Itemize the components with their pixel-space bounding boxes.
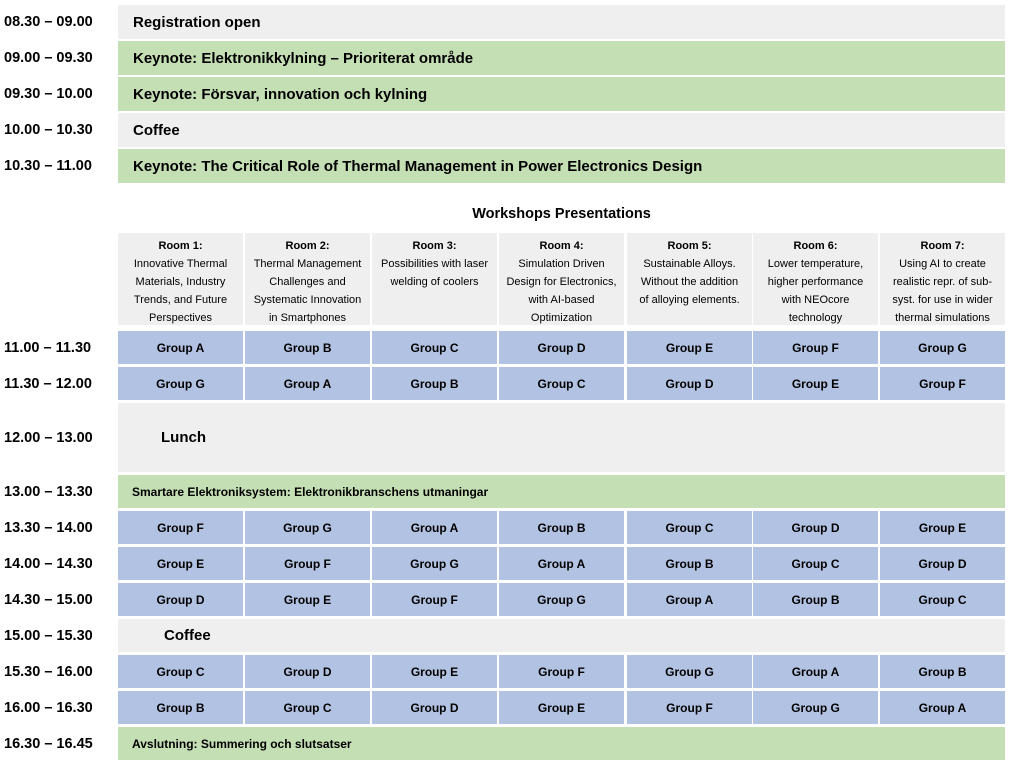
- group-cell: Group F: [627, 691, 752, 724]
- agenda-item: Registration open: [118, 5, 1005, 39]
- group-cell: Group F: [118, 511, 243, 544]
- break-item: Lunch: [118, 403, 1005, 472]
- time-slot: 12.00 – 13.00: [4, 429, 93, 446]
- room-header: [880, 233, 1005, 325]
- group-cell: Group E: [118, 547, 243, 580]
- group-cell: Group A: [372, 511, 497, 544]
- room-header: [245, 233, 370, 325]
- group-cell: Group D: [245, 655, 370, 688]
- room-title: Room 6:: [793, 240, 838, 252]
- group-cell: Group G: [753, 691, 878, 724]
- group-cell: Group B: [753, 583, 878, 616]
- room-header: [499, 233, 624, 325]
- group-cell: Group G: [499, 583, 624, 616]
- group-cell: Group G: [245, 511, 370, 544]
- time-slot: 11.30 – 12.00: [4, 375, 92, 392]
- agenda-item: Keynote: The Critical Role of Thermal Management in Power Electronics Design: [118, 149, 1005, 183]
- group-cell: Group F: [499, 655, 624, 688]
- room-title: Room 2:: [285, 240, 330, 252]
- group-cell: Group A: [118, 331, 243, 364]
- group-cell: Group D: [372, 691, 497, 724]
- time-slot: 15.00 – 15.30: [4, 627, 93, 644]
- group-cell: Group A: [499, 547, 624, 580]
- room-description: Thermal Management Challenges and Systematic Innovation in Smartphones: [253, 258, 362, 324]
- room-title: Room 1:: [158, 240, 203, 252]
- session-item: Avslutning: Summering och slutsatser: [118, 727, 1005, 760]
- group-cell: Group F: [372, 583, 497, 616]
- room-description: Simulation Driven Design for Electronics, with AI-based Optimization: [506, 258, 617, 324]
- room-description: Lower temperature, higher performance with NEOcore technology: [767, 258, 864, 324]
- group-cell: Group C: [372, 331, 497, 364]
- time-slot: 15.30 – 16.00: [4, 663, 93, 680]
- group-cell: Group E: [372, 655, 497, 688]
- group-cell: Group A: [627, 583, 752, 616]
- time-slot: 14.30 – 15.00: [4, 591, 93, 608]
- group-cell: Group A: [245, 367, 370, 400]
- group-cell: Group B: [499, 511, 624, 544]
- group-cell: Group B: [118, 691, 243, 724]
- time-slot: 11.00 – 11.30: [4, 339, 92, 356]
- time-slot: 09.30 – 10.00: [4, 86, 93, 102]
- time-slot: 13.00 – 13.30: [4, 483, 93, 500]
- room-title: Room 7:: [920, 240, 965, 252]
- group-cell: Group F: [245, 547, 370, 580]
- room-title: Room 3:: [412, 240, 457, 252]
- room-header: [372, 233, 497, 325]
- room-description: Innovative Thermal Materials, Industry Trends, and Future Perspectives: [133, 258, 228, 324]
- group-cell: Group F: [880, 367, 1005, 400]
- time-slot: 10.00 – 10.30: [4, 122, 93, 138]
- room-header: [118, 233, 243, 325]
- agenda-item: Coffee: [118, 113, 1005, 147]
- time-slot: 10.30 – 11.00: [4, 158, 92, 174]
- group-cell: Group E: [627, 331, 752, 364]
- group-cell: Group D: [627, 367, 752, 400]
- group-cell: Group B: [245, 331, 370, 364]
- group-cell: Group C: [880, 583, 1005, 616]
- room-description: Sustainable Alloys. Without the addition of alloying elements.: [639, 258, 740, 306]
- group-cell: Group C: [627, 511, 752, 544]
- group-cell: Group B: [372, 367, 497, 400]
- group-cell: Group D: [499, 331, 624, 364]
- group-cell: Group G: [372, 547, 497, 580]
- group-cell: Group C: [118, 655, 243, 688]
- session-item: Smartare Elektroniksystem: Elektronikbranschens utmaningar: [118, 475, 1005, 508]
- group-cell: Group E: [753, 367, 878, 400]
- room-description: Using AI to create realistic repr. of sub- syst. for use in wider thermal simulations: [892, 258, 993, 324]
- group-cell: Group E: [499, 691, 624, 724]
- group-cell: Group G: [118, 367, 243, 400]
- group-cell: Group D: [880, 547, 1005, 580]
- room-description: Possibilities with laser welding of coolers: [381, 258, 488, 288]
- group-cell: Group B: [880, 655, 1005, 688]
- agenda-item: Keynote: Försvar, innovation och kylning: [118, 77, 1005, 111]
- group-cell: Group E: [880, 511, 1005, 544]
- group-cell: Group D: [753, 511, 878, 544]
- room-header: [627, 233, 752, 325]
- group-cell: Group A: [880, 691, 1005, 724]
- group-cell: Group G: [880, 331, 1005, 364]
- time-slot: 16.30 – 16.45: [4, 735, 93, 752]
- group-cell: Group G: [627, 655, 752, 688]
- break-item: Coffee: [118, 619, 1005, 652]
- group-cell: Group C: [753, 547, 878, 580]
- time-slot: 13.30 – 14.00: [4, 519, 93, 536]
- time-slot: 09.00 – 09.30: [4, 50, 93, 66]
- group-cell: Group E: [245, 583, 370, 616]
- agenda-item: Keynote: Elektronikkylning – Prioriterat område: [118, 41, 1005, 75]
- time-slot: 14.00 – 14.30: [4, 555, 93, 572]
- group-cell: Group A: [753, 655, 878, 688]
- room-title: Room 4:: [539, 240, 584, 252]
- group-cell: Group C: [245, 691, 370, 724]
- time-slot: 16.00 – 16.30: [4, 699, 93, 716]
- room-header: [753, 233, 878, 325]
- group-cell: Group B: [627, 547, 752, 580]
- workshops-title: Workshops Presentations: [472, 206, 651, 222]
- room-title: Room 5:: [667, 240, 712, 252]
- time-slot: 08.30 – 09.00: [4, 14, 93, 30]
- group-cell: Group D: [118, 583, 243, 616]
- group-cell: Group F: [753, 331, 878, 364]
- group-cell: Group C: [499, 367, 624, 400]
